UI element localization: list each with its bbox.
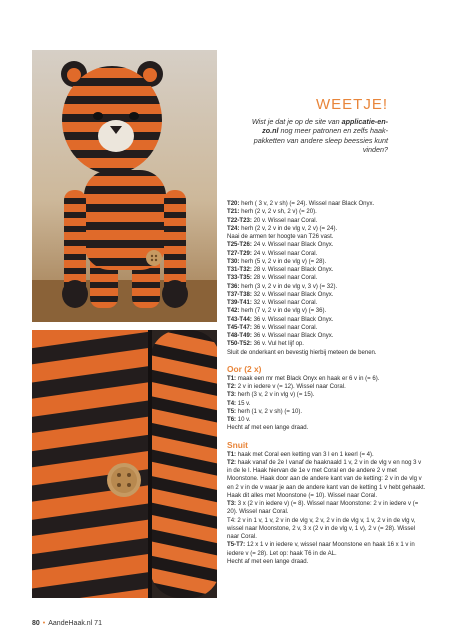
round-label: T24: (227, 225, 240, 232)
round-text: 32 v. Wissel naar Black Onyx. (253, 291, 334, 298)
round-text: herh (2 v, 2 v sh, 2 v) (= 20). (241, 209, 317, 216)
pattern-round (227, 274, 427, 282)
round-label: T4: (227, 400, 237, 407)
pattern-round (227, 299, 427, 307)
pattern-round (227, 517, 427, 542)
pattern-round (227, 340, 427, 348)
page-footer (32, 620, 102, 627)
pattern-round (227, 408, 427, 416)
round-text: 20 v. Wissel naar Coral. (253, 217, 318, 224)
pattern-round (227, 424, 427, 432)
pattern-round (227, 258, 427, 266)
oor-rounds (227, 375, 427, 433)
round-label: T50-T52: (227, 341, 252, 348)
round-label: T43-T44: (227, 316, 252, 323)
section-title-snuit: Snuit (227, 439, 248, 450)
round-label: T20: (227, 201, 240, 207)
round-label: T3: (227, 392, 237, 399)
round-text: herh (7 v, 2 v in de vlg v) (= 36). (241, 308, 327, 315)
pattern-round (227, 324, 427, 332)
pattern-round (227, 208, 427, 216)
weetje-box (236, 96, 388, 155)
round-label: T1: (227, 451, 237, 458)
pattern-round (227, 451, 427, 459)
pattern-round (227, 391, 427, 399)
round-label: T5-T7: (227, 542, 246, 549)
round-label: T25-T26: (227, 242, 252, 249)
round-label: T3: (227, 501, 237, 507)
weetje-text (236, 117, 388, 155)
pattern-round (227, 500, 427, 517)
round-text: 24 v. Wissel naar Coral. (253, 250, 318, 257)
round-text: 3 x (2 v in iedere v) (= 8). Wissel naar Moonstone: 2 v in iedere v (= 20). Wissel naar Coral. (227, 501, 419, 516)
round-text: herh ( 3 v, 2 v sh) (= 24). Wissel naar Black Onyx. (241, 201, 375, 207)
photo-tiger-closeup (32, 330, 217, 598)
pattern-round (227, 383, 427, 391)
pattern-round (227, 541, 427, 558)
round-text: herh (5 v, 2 v in de vlg v) (= 28). (241, 258, 327, 265)
bullet-icon: • (42, 620, 46, 627)
pattern-round (227, 332, 427, 340)
pattern-column (227, 200, 427, 566)
round-text: 24 v. Wissel naar Black Onyx. (253, 242, 334, 249)
round-text: herh (2 v, 2 v in de vlg v, 2 v) (= 24). (241, 225, 338, 232)
pattern-round (227, 416, 427, 424)
pattern-round (227, 349, 427, 357)
round-label: T37-T38: (227, 291, 252, 298)
body-rounds (227, 200, 427, 357)
round-text: Hecht af met een lange draad. (227, 425, 309, 432)
weetje-title: WEETJE! (315, 96, 388, 113)
round-text: 15 v. (237, 400, 251, 407)
pattern-round (227, 307, 427, 315)
round-label: T2: (227, 384, 237, 390)
photo-tiger-full (32, 50, 217, 322)
round-label: T21: (227, 209, 240, 216)
round-text: 12 x 1 v in iedere v, wissel naar Moonstone en haak 16 x 1 v in iedere v (= 28). Let op: haak T6 in de AL. (227, 542, 415, 557)
round-text: 2 v in iedere v (= 12). Wissel naar Coral. (237, 384, 346, 390)
round-label: T5: (227, 408, 237, 415)
round-text: 36 v. Wissel naar Black Onyx. (253, 316, 334, 323)
round-text: herh (3 v, 2 v in vlg v) (= 15). (237, 392, 315, 399)
pattern-round (227, 250, 427, 258)
round-label: T48-T49: (227, 333, 252, 339)
round-text: Sluit de onderkant en bevestig hierbij meteen de benen. (227, 349, 377, 356)
round-text: 28 v. Wissel naar Black Onyx. (253, 267, 334, 273)
round-text: herh (3 v, 2 v in de vlg v, 3 v) (= 32). (241, 283, 338, 290)
section-title-oor: Oor (2 x) (227, 363, 262, 374)
weetje-site-link[interactable]: applicatie-en-zo.nl (262, 117, 388, 136)
round-label: T27-T29: (227, 250, 252, 257)
pattern-round (227, 200, 427, 208)
round-text: Hecht af met een lange draad. (227, 558, 309, 565)
round-text: 10 v. (237, 417, 251, 423)
round-label: T39-T41: (227, 300, 252, 306)
weetje-text-after: nog meer patronen en zelfs haak-pakketten van andere sleep beessies kunt vinden? (253, 126, 388, 155)
round-label: T1: (227, 375, 237, 382)
round-text: 32 v. Wissel naar Coral. (253, 300, 318, 306)
round-text: 36 v. Vul het lijf op. (253, 341, 304, 348)
round-label: T31-T32: (227, 267, 252, 273)
round-label: T22-T23: (227, 217, 252, 224)
page-number: 80 (32, 620, 40, 627)
round-text: herh (1 v, 2 v sh) (= 10). (237, 408, 303, 415)
pattern-round (227, 459, 427, 500)
round-label: T2: (227, 459, 237, 466)
round-label: T6: (227, 417, 237, 423)
round-label: T33-T35: (227, 275, 252, 282)
pattern-round (227, 400, 427, 408)
weetje-text-before: Wist je dat je op de site van (251, 117, 340, 126)
pattern-round (227, 266, 427, 274)
round-text: Naai de armen ter hoogte van T26 vast. (227, 234, 334, 240)
round-text: haak met Coral een ketting van 3 l en 1 keerl (= 4). (237, 451, 374, 458)
round-text: 28 v. Wissel naar Coral. (253, 275, 318, 282)
round-text: maak een mr met Black Onyx en haak er 6 v in (= 6). (237, 375, 380, 382)
round-label: T30: (227, 258, 240, 265)
pattern-round (227, 225, 427, 233)
round-text: T4: 2 v in 1 v, 1 v, 2 v in de vlg v, 2 v, 2 v in de vlg v, 1 v, 2 v in de vlg v, wissel naar Moonstone, 2 v, 3 x (2 v in de vlg v, 1 v), 2 v (= 28). Wissel naar Coral. (227, 517, 416, 540)
pattern-round (227, 217, 427, 225)
pattern-round (227, 241, 427, 249)
publication-name: AandeHaak.nl 71 (48, 620, 102, 627)
round-label: T42: (227, 308, 240, 315)
round-label: T45-T47: (227, 324, 252, 331)
round-text: 36 v. Wissel naar Black Onyx. (253, 333, 334, 339)
pattern-round (227, 233, 427, 241)
pattern-round (227, 316, 427, 324)
snuit-rounds (227, 451, 427, 567)
round-text: 36 v. Wissel naar Coral. (253, 324, 318, 331)
round-text: haak vanaf de 2e l vanaf de haaknaald 1 v, 2 v in de vlg v en nog 3 v in de le l. Haak hiervan de 1e v met Coral en de andere 2 v met Moonstone. Haak door aan de andere kant van de ketting: 2 v in de vlg v en 2 v in de v waar je aan de andere kant van de ketting 1 v hebt gehaakt. Haak dit alles met Moonstone (= 10). Wissel naar Coral. (227, 459, 426, 499)
pattern-round (227, 283, 427, 291)
pattern-round (227, 558, 427, 566)
round-label: T36: (227, 283, 240, 290)
pattern-round (227, 291, 427, 299)
pattern-round (227, 375, 427, 383)
